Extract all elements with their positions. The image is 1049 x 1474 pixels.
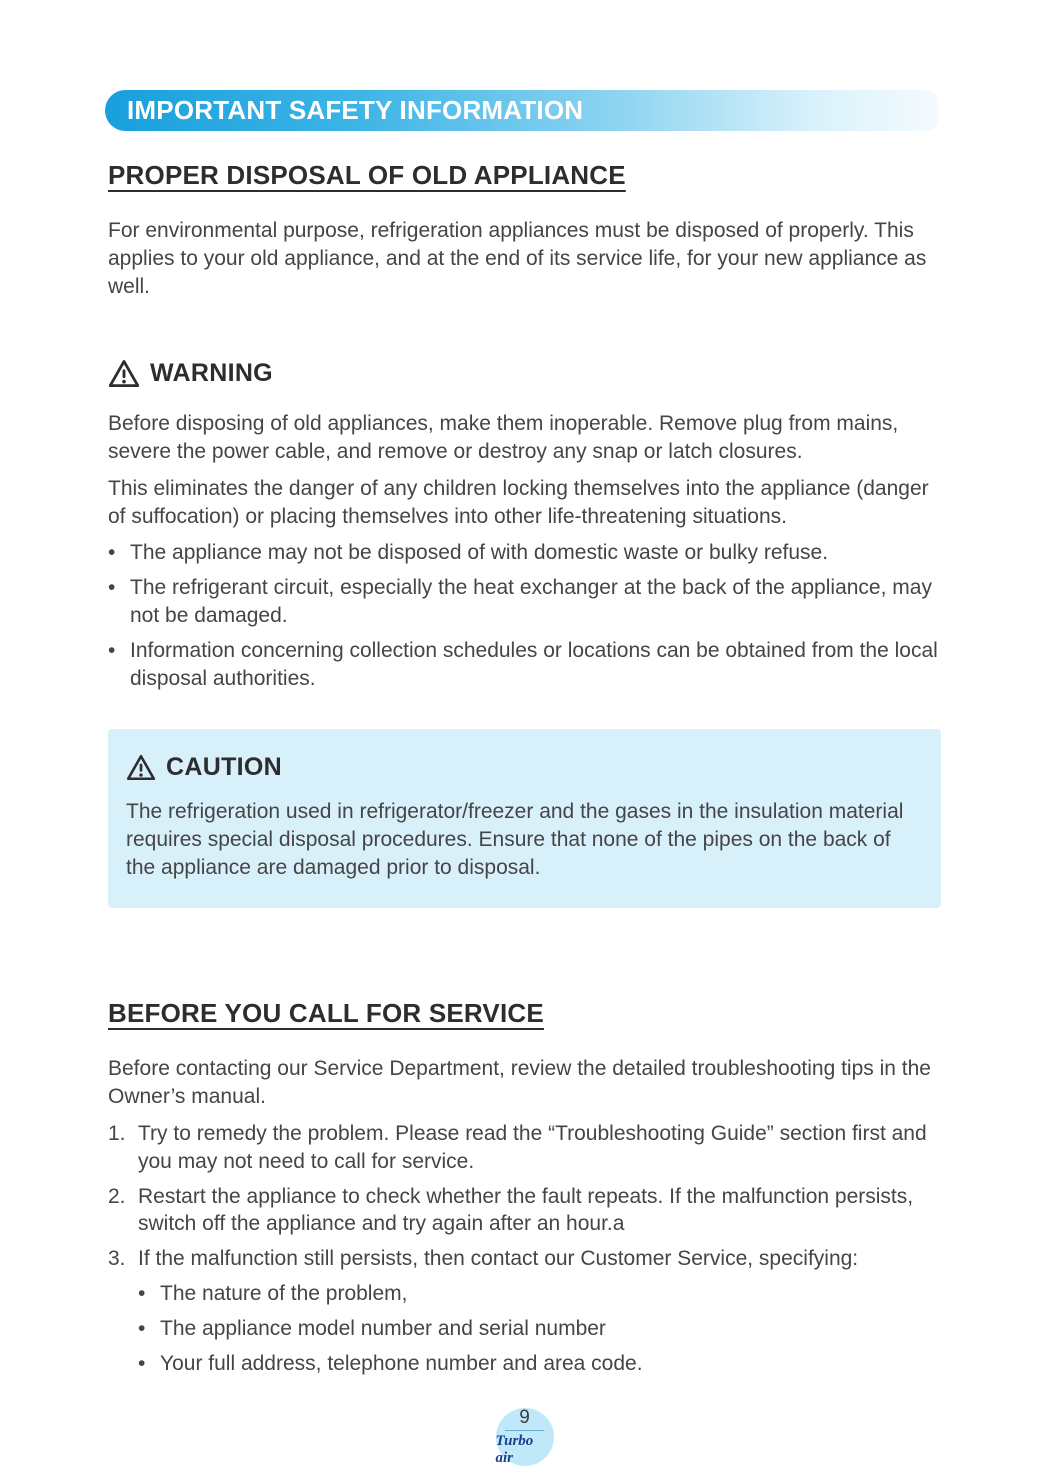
warning-paragraph: Before disposing of old appliances, make them inoperable. Remove plug from mains, severe the power cable, and remove or destroy any snap or latch closures.: [108, 411, 899, 463]
list-item: [138, 1350, 941, 1378]
caution-heading: [126, 753, 915, 782]
step-number: 3.: [108, 1247, 126, 1271]
warning-paragraph: This eliminates the danger of any children locking themselves into the appliance (danger of suffocation) or placing themselves into other life-threatening situations.: [108, 476, 929, 528]
list-item: [108, 574, 941, 630]
bullet-text: Information concerning collection schedules or locations can be obtained from the local disposal authorities.: [130, 639, 938, 691]
heading-proper-disposal: PROPER DISPOSAL OF OLD APPLIANCE: [108, 160, 626, 190]
step-text: Try to remedy the problem. Please read the “Troubleshooting Guide” section first and you may not need to call for service.: [138, 1121, 927, 1173]
list-item: [108, 539, 941, 567]
step-number: 2.: [108, 1184, 126, 1208]
step-text: If the malfunction still persists, then contact our Customer Service, specifying:: [138, 1247, 859, 1271]
bullet-marker: •: [138, 1352, 146, 1376]
page-content: [108, 160, 941, 1385]
list-item: [138, 1315, 941, 1343]
bullet-marker: •: [108, 639, 116, 663]
section-before-you-call: [108, 998, 941, 1378]
brand-logo: Turbo air: [495, 1433, 534, 1466]
bullet-marker: •: [138, 1317, 146, 1341]
page-number: 9: [505, 1407, 544, 1431]
service-steps-list: [108, 1120, 941, 1274]
list-item: [138, 1280, 941, 1308]
caution-triangle-icon: [126, 754, 156, 781]
heading-before-you-call: BEFORE YOU CALL FOR SERVICE: [108, 997, 544, 1028]
page-footer: [0, 1408, 1049, 1466]
caution-text: The refrigeration used in refrigerator/freezer and the gases in the insulation material requires special disposal procedures. Ensure that none of the pipes on the back of the appliance are damaged prior to disposal.: [126, 800, 904, 879]
caution-box: [108, 729, 941, 908]
list-item: [108, 1183, 941, 1239]
list-item: [108, 1245, 941, 1273]
bullet-marker: •: [108, 541, 116, 565]
section-proper-disposal: [108, 160, 941, 908]
bullet-marker: •: [108, 576, 116, 600]
bullet-text: The appliance model number and serial number: [160, 1317, 606, 1341]
service-sub-bullet-list: [108, 1280, 941, 1378]
caution-label: CAUTION: [166, 753, 282, 782]
list-item: [108, 1120, 941, 1176]
bullet-text: The nature of the problem,: [160, 1282, 408, 1306]
bullet-text: The refrigerant circuit, especially the heat exchanger at the back of the appliance, may not be damaged.: [130, 576, 932, 628]
bullet-text: Your full address, telephone number and area code.: [160, 1352, 643, 1376]
bullet-marker: •: [138, 1282, 146, 1306]
section-banner: [105, 90, 938, 131]
disposal-intro-paragraph: For environmental purpose, refrigeration appliances must be disposed of properly. This applies to your old appliance, and at the end of its service life, for your new appliance as well.: [108, 219, 927, 298]
step-number: 1.: [108, 1121, 126, 1145]
page-number-badge: [496, 1408, 554, 1466]
step-text: Restart the appliance to check whether the fault repeats. If the malfunction persists, switch off the appliance and try again after an hour.a: [138, 1184, 914, 1236]
warning-triangle-icon: [108, 359, 140, 388]
list-item: [108, 637, 941, 693]
banner-title: IMPORTANT SAFETY INFORMATION: [127, 95, 584, 125]
warning-label: WARNING: [150, 358, 273, 387]
spacer: [108, 908, 941, 998]
spacer: [108, 301, 941, 359]
warning-bullet-list: [108, 539, 941, 693]
service-intro-paragraph: Before contacting our Service Department, review the detailed troubleshooting tips in the Owner’s manual.: [108, 1056, 931, 1108]
warning-heading: [108, 359, 941, 388]
bullet-text: The appliance may not be disposed of with domestic waste or bulky refuse.: [130, 541, 829, 565]
